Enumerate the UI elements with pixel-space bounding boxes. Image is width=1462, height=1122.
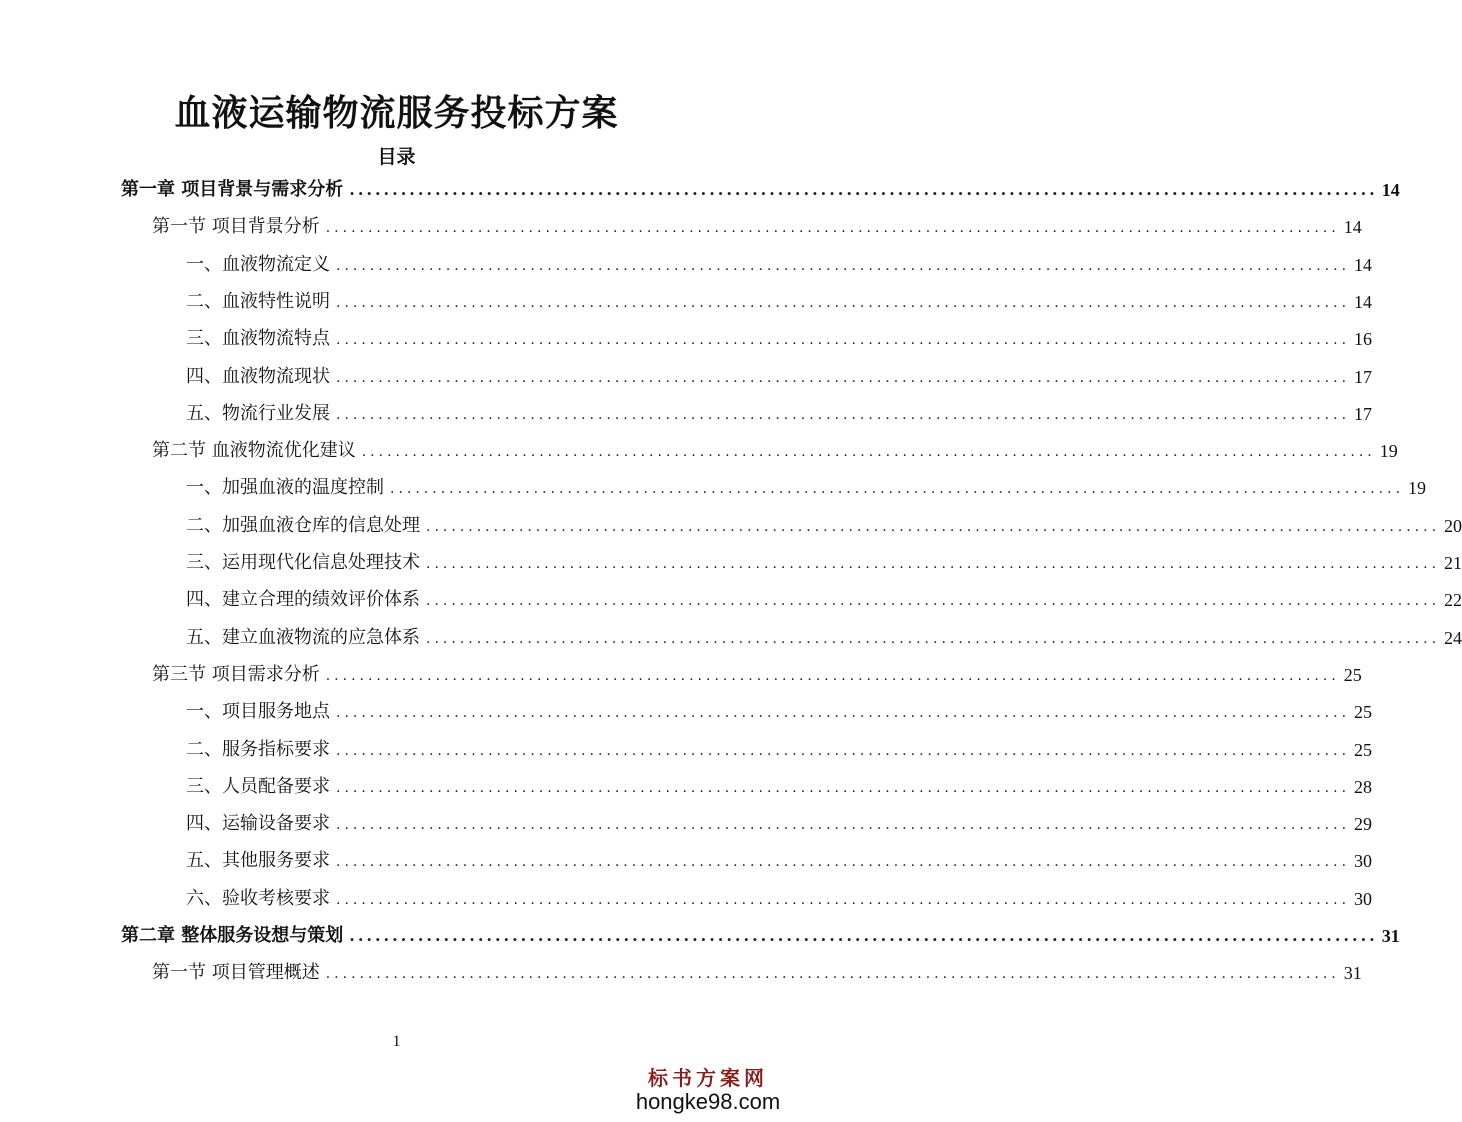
toc-entry-section[interactable]: [152, 958, 1362, 988]
toc-dot-leader: ........................................................................................................................: [336, 258, 1351, 274]
toc-entry-chapter[interactable]: [121, 921, 1400, 951]
toc-entry-label: 一、项目服务地点: [186, 701, 330, 722]
toc-dot-leader: ........................................................................................................................: [336, 780, 1351, 796]
toc-dot-leader: ........................................................................................................................: [325, 220, 1340, 236]
toc-entry-item[interactable]: [186, 548, 1462, 578]
toc-entry-label: 五、其他服务要求: [186, 850, 330, 871]
toc-entry-page: 21: [1444, 553, 1462, 573]
toc-entry-page: 28: [1354, 777, 1373, 797]
toc-entry-chapter[interactable]: [121, 175, 1400, 205]
toc-entry-page: 31: [1343, 963, 1362, 983]
toc-entry-page: 17: [1354, 404, 1373, 424]
toc-entry-page: 22: [1444, 590, 1462, 610]
toc-entry-item[interactable]: [186, 250, 1373, 280]
toc-entry-item[interactable]: [186, 511, 1462, 541]
toc-entry-label: 第二节 血液物流优化建议: [152, 440, 356, 461]
toc-entry-page: 16: [1354, 329, 1373, 349]
toc-dot-leader: ........................................................................................................................: [349, 926, 1378, 945]
toc-entry-page: 20: [1444, 516, 1462, 536]
toc-dot-leader: ........................................................................................................................: [336, 370, 1351, 386]
toc-entry-label: 四、建立合理的绩效评价体系: [186, 589, 420, 610]
toc-entry-page: 25: [1354, 740, 1373, 760]
toc-dot-leader: ........................................................................................................................: [336, 817, 1351, 833]
toc-dot-leader: ........................................................................................................................: [336, 743, 1351, 759]
toc-entry-label: 第二章 整体服务设想与策划: [121, 925, 344, 946]
toc-dot-leader: ........................................................................................................................: [426, 519, 1441, 535]
toc-entry-page: 29: [1354, 814, 1373, 834]
toc-dot-leader: ........................................................................................................................: [336, 332, 1351, 348]
toc-entry-page: 19: [1408, 478, 1427, 498]
watermark-logo: [633, 1066, 783, 1114]
toc-entry-label: 一、血液物流定义: [186, 254, 330, 275]
toc-entry-label: 二、服务指标要求: [186, 739, 330, 760]
watermark-url: hongke98.com: [635, 1089, 781, 1114]
toc-entry-item[interactable]: [186, 473, 1427, 503]
toc-entry-label: 第一节 项目背景分析: [152, 216, 320, 237]
toc-dot-leader: ........................................................................................................................: [426, 631, 1441, 647]
toc-entry-label: 四、血液物流现状: [186, 366, 330, 387]
toc-entry-item[interactable]: [186, 287, 1373, 317]
toc-entry-label: 五、建立血液物流的应急体系: [186, 627, 420, 648]
page-number: 1: [392, 1033, 401, 1050]
toc-entry-item[interactable]: [186, 884, 1373, 914]
toc-entry-item[interactable]: [186, 735, 1373, 765]
toc-dot-leader: ........................................................................................................................: [325, 966, 1340, 982]
toc-entry-label: 一、加强血液的温度控制: [186, 477, 384, 498]
toc-dot-leader: ........................................................................................................................: [426, 556, 1441, 572]
toc-dot-leader: ........................................................................................................................: [361, 444, 1376, 460]
toc-entry-label: 二、血液特性说明: [186, 291, 330, 312]
toc-entry-item[interactable]: [186, 324, 1373, 354]
toc-dot-leader: ........................................................................................................................: [390, 481, 1405, 497]
toc-entry-page: 30: [1354, 889, 1373, 909]
toc-entry-item[interactable]: [186, 399, 1373, 429]
watermark-name: 标书方案网: [648, 1066, 768, 1090]
toc-entry-item[interactable]: [186, 585, 1462, 615]
toc-entry-page: 24: [1444, 628, 1462, 648]
toc-dot-leader: ........................................................................................................................: [325, 668, 1340, 684]
toc-entry-item[interactable]: [186, 846, 1373, 876]
toc-entry-page: 30: [1354, 851, 1373, 871]
toc-entry-label: 五、物流行业发展: [186, 403, 330, 424]
toc-entry-page: 25: [1354, 702, 1373, 722]
toc-dot-leader: ........................................................................................................................: [336, 705, 1351, 721]
toc-entry-item[interactable]: [186, 697, 1373, 727]
toc-entry-label: 第一节 项目管理概述: [152, 962, 320, 983]
document-title: 血液运输物流服务投标方案: [174, 92, 619, 134]
toc-entry-label: 第三节 项目需求分析: [152, 664, 320, 685]
toc-dot-leader: ........................................................................................................................: [426, 593, 1441, 609]
toc-entry-page: 25: [1343, 665, 1362, 685]
toc-entry-section[interactable]: [152, 212, 1362, 242]
toc-dot-leader: ........................................................................................................................: [336, 407, 1351, 423]
toc-heading: 目录: [377, 146, 416, 168]
toc-entry-section[interactable]: [152, 436, 1398, 466]
toc-entry-label: 第一章 项目背景与需求分析: [121, 179, 344, 200]
toc-entry-label: 三、运用现代化信息处理技术: [186, 552, 420, 573]
toc-entry-page: 14: [1381, 180, 1400, 200]
toc-dot-leader: ........................................................................................................................: [349, 180, 1378, 199]
toc-entry-page: 31: [1381, 926, 1400, 946]
toc-entry-item[interactable]: [186, 362, 1373, 392]
toc-entry-label: 二、加强血液仓库的信息处理: [186, 515, 420, 536]
toc-dot-leader: ........................................................................................................................: [336, 892, 1351, 908]
toc-dot-leader: ........................................................................................................................: [336, 295, 1351, 311]
toc-entry-item[interactable]: [186, 772, 1373, 802]
toc-entry-page: 14: [1343, 217, 1362, 237]
toc-entry-page: 17: [1354, 367, 1373, 387]
toc-entry-page: 14: [1354, 255, 1373, 275]
toc-entry-section[interactable]: [152, 660, 1362, 690]
toc-entry-label: 三、血液物流特点: [186, 328, 330, 349]
toc-entry-page: 19: [1379, 441, 1398, 461]
toc-entry-label: 六、验收考核要求: [186, 888, 330, 909]
toc-entry-item[interactable]: [186, 623, 1462, 653]
toc-entry-item[interactable]: [186, 809, 1373, 839]
toc-entry-label: 三、人员配备要求: [186, 776, 330, 797]
toc-entry-label: 四、运输设备要求: [186, 813, 330, 834]
toc-dot-leader: ........................................................................................................................: [336, 854, 1351, 870]
toc-entry-page: 14: [1354, 292, 1373, 312]
